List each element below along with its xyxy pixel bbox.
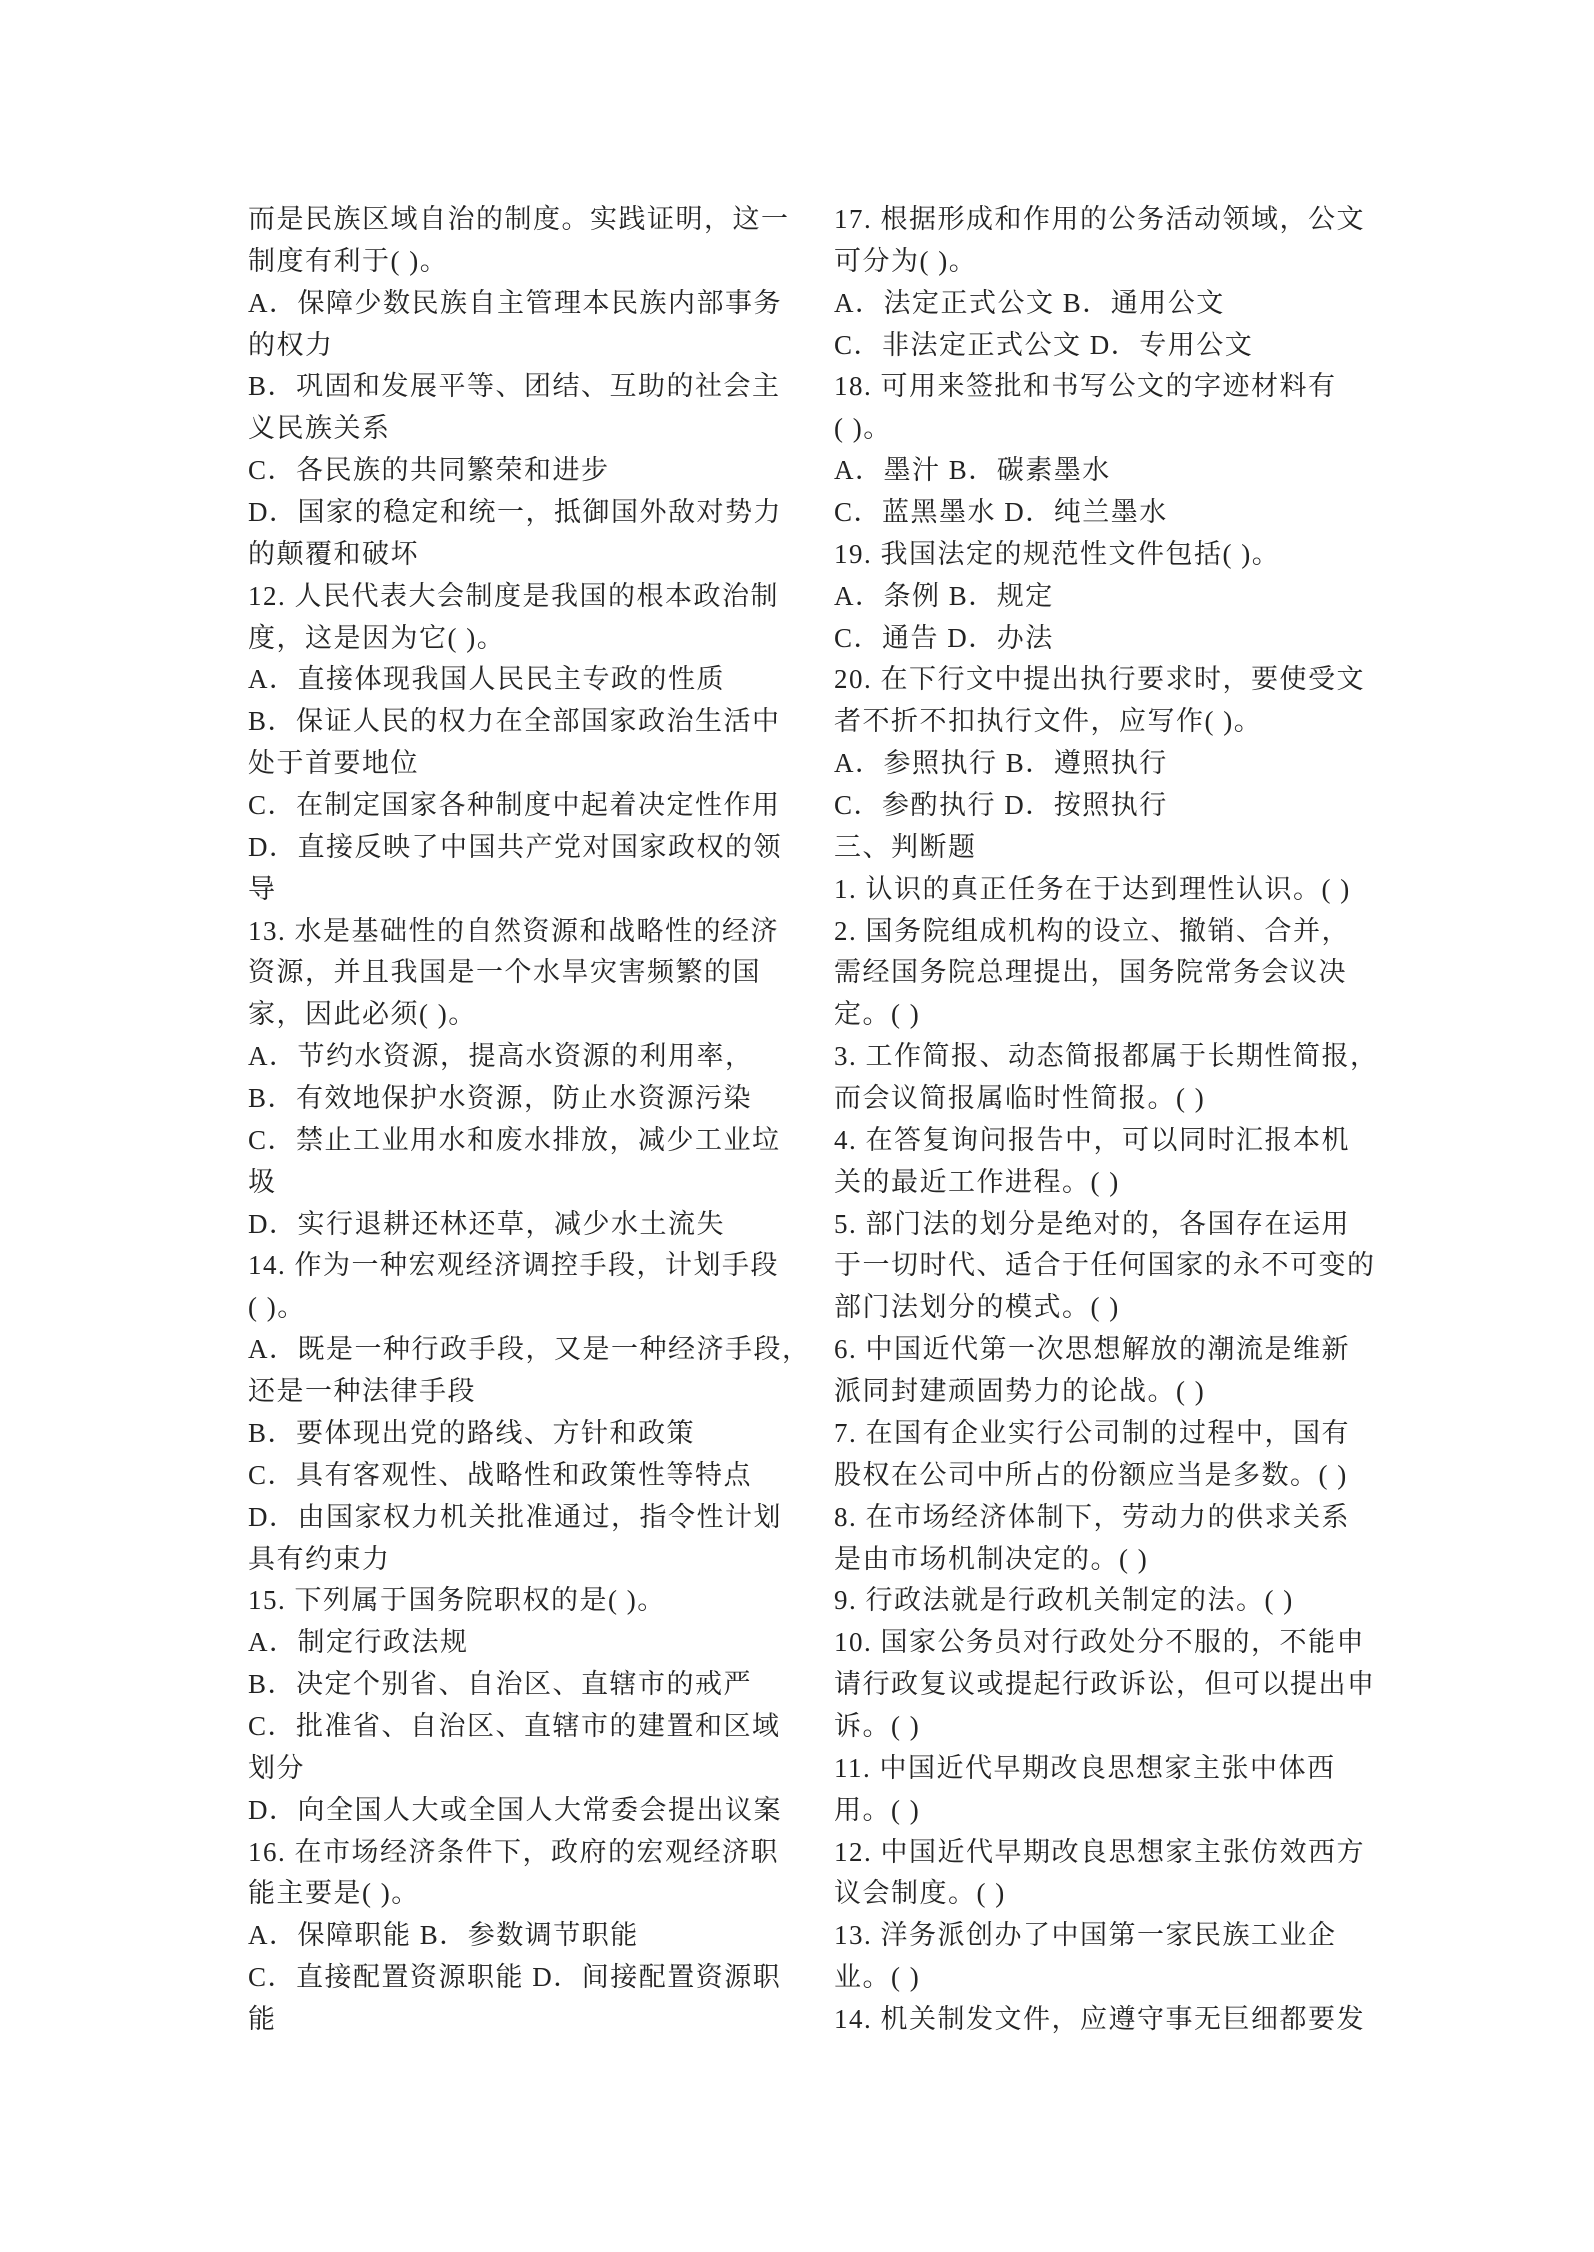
text-line: D．国家的稳定和统一，抵御国外敌对势力	[248, 497, 782, 528]
text-line: 可分为( )。	[834, 245, 978, 276]
text-line: 的颠覆和破坏	[248, 538, 419, 569]
text-line: B．巩固和发展平等、团结、互助的社会主	[248, 371, 781, 402]
text-line: 股权在公司中所占的份额应当是多数。( )	[834, 1459, 1348, 1490]
text-line: 而是民族区域自治的制度。实践证明，这一	[248, 204, 790, 234]
text-line: 能	[248, 2003, 277, 2034]
text-line: A．直接体现我国人民民主专政的性质	[248, 664, 725, 695]
text-line: 导	[248, 873, 277, 904]
text-line: C．各民族的共同繁荣和进步	[248, 455, 610, 486]
text-line: 议会制度。( )	[834, 1878, 1006, 1909]
text-line: 派同封建顽固势力的论战。( )	[834, 1376, 1206, 1407]
text-line: A．保障职能 B．参数调节职能	[248, 1920, 639, 1951]
text-line: A．既是一种行政手段，又是一种经济手段，	[248, 1334, 811, 1365]
text-line: A．墨汁 B．碳素墨水	[834, 455, 1111, 486]
text-line: 而会议简报属临时性简报。( )	[834, 1083, 1206, 1114]
text-line: C．批准省、自治区、直辖市的建置和区域	[248, 1710, 781, 1741]
text-line: 资源，并且我国是一个水旱灾害频繁的国	[248, 957, 761, 988]
text-line: 15. 下列属于国务院职权的是( )。	[248, 1585, 666, 1616]
right-text-column	[834, 199, 1379, 2041]
text-line: 10. 国家公务员对行政处分不服的，不能申	[834, 1627, 1365, 1658]
text-line: 12. 中国近代早期改良思想家主张仿效西方	[834, 1836, 1365, 1867]
text-line: A．节约水资源，提高水资源的利用率，	[248, 1041, 754, 1072]
text-line: A．法定正式公文 B．通用公文	[834, 287, 1225, 318]
text-line: 三、判断题	[834, 831, 977, 862]
text-line: 制度有利于( )。	[248, 245, 449, 276]
text-line: 9. 行政法就是行政机关制定的法。( )	[834, 1585, 1294, 1616]
text-line: 圾	[248, 1166, 277, 1197]
text-line: C．非法定正式公文 D．专用公文	[834, 329, 1254, 360]
text-line: 13. 水是基础性的自然资源和战略性的经济	[248, 915, 779, 946]
text-line: 部门法划分的模式。( )	[834, 1292, 1120, 1323]
text-line: 是由市场机制决定的。( )	[834, 1543, 1149, 1574]
text-line: 者不折不扣执行文件，应写作( )。	[834, 706, 1263, 737]
text-line: D．实行退耕还林还草，减少水土流失	[248, 1208, 725, 1239]
text-line: 13. 洋务派创办了中国第一家民族工业企	[834, 1920, 1337, 1951]
text-line: 14. 作为一种宏观经济调控手段，计划手段	[248, 1250, 779, 1281]
text-line: D．由国家权力机关批准通过，指令性计划	[248, 1501, 782, 1532]
text-line: 1. 认识的真正任务在于达到理性认识。( )	[834, 873, 1351, 904]
text-line: 12. 人民代表大会制度是我国的根本政治制	[248, 580, 779, 611]
text-line: A．参照执行 B．遵照执行	[834, 748, 1168, 779]
text-line: 能主要是( )。	[248, 1878, 420, 1909]
text-line: 11. 中国近代早期改良思想家主张中体西	[834, 1752, 1336, 1783]
text-line: 4. 在答复询问报告中，可以同时汇报本机	[834, 1124, 1350, 1155]
left-text-column	[248, 199, 811, 2041]
text-line: 家，因此必须( )。	[248, 999, 477, 1030]
text-line: 用。( )	[834, 1794, 921, 1825]
text-line: D．向全国人大或全国人大常委会提出议案	[248, 1794, 782, 1825]
text-line: C．具有客观性、战略性和政策性等特点	[248, 1459, 753, 1490]
text-line: 诉。( )	[834, 1710, 921, 1741]
text-line: 7. 在国有企业实行公司制的过程中，国有	[834, 1417, 1350, 1448]
text-line: C．通告 D．办法	[834, 622, 1054, 653]
text-line: D．直接反映了中国共产党对国家政权的领	[248, 831, 782, 862]
text-line: 20. 在下行文中提出执行要求时，要使受文	[834, 664, 1365, 695]
text-line: 具有约束力	[248, 1543, 391, 1574]
text-line: 6. 中国近代第一次思想解放的潮流是维新	[834, 1334, 1350, 1365]
text-line: 于一切时代、适合于任何国家的永不可变的	[834, 1250, 1376, 1281]
text-line: 17. 根据形成和作用的公务活动领域，公文	[834, 204, 1365, 234]
text-line: 8. 在市场经济体制下，劳动力的供求关系	[834, 1501, 1350, 1532]
text-line: 关的最近工作进程。( )	[834, 1166, 1120, 1197]
text-line: B．有效地保护水资源，防止水资源污染	[248, 1083, 753, 1114]
text-line: 度，这是因为它( )。	[248, 622, 506, 653]
text-line: 义民族关系	[248, 413, 391, 444]
text-line: 18. 可用来签批和书写公文的字迹材料有	[834, 371, 1337, 402]
text-line: 的权力	[248, 329, 334, 360]
text-line: 19. 我国法定的规范性文件包括( )。	[834, 538, 1281, 569]
text-line: 请行政复议或提起行政诉讼，但可以提出申	[834, 1669, 1376, 1700]
text-line: B．保证人民的权力在全部国家政治生活中	[248, 706, 781, 737]
text-line: 需经国务院总理提出，国务院常务会议决	[834, 957, 1347, 988]
text-line: C．参酌执行 D．按照执行	[834, 790, 1168, 821]
text-line: 2. 国务院组成机构的设立、撤销、合并，	[834, 915, 1350, 946]
text-line: B．要体现出党的路线、方针和政策	[248, 1417, 696, 1448]
text-line: C．直接配置资源职能 D．间接配置资源职	[248, 1962, 782, 1993]
text-line: 还是一种法律手段	[248, 1376, 476, 1407]
text-line: 定。( )	[834, 999, 921, 1030]
text-line: ( )。	[834, 413, 892, 444]
text-line: B．决定个别省、自治区、直辖市的戒严	[248, 1669, 753, 1700]
text-line: A．制定行政法规	[248, 1627, 469, 1658]
text-line: A．条例 B．规定	[834, 580, 1054, 611]
text-line: C．蓝黑墨水 D．纯兰墨水	[834, 497, 1168, 528]
text-line: 14. 机关制发文件，应遵守事无巨细都要发	[834, 2003, 1365, 2034]
text-line: 5. 部门法的划分是绝对的，各国存在运用	[834, 1208, 1350, 1239]
text-line: ( )。	[248, 1292, 306, 1323]
text-line: A．保障少数民族自主管理本民族内部事务	[248, 287, 782, 318]
text-line: 16. 在市场经济条件下，政府的宏观经济职	[248, 1836, 779, 1867]
text-line: 3. 工作简报、动态简报都属于长期性简报，	[834, 1041, 1379, 1072]
text-line: C．在制定国家各种制度中起着决定性作用	[248, 790, 781, 821]
text-line: 业。( )	[834, 1962, 921, 1993]
text-line: 处于首要地位	[248, 748, 419, 779]
text-line: 划分	[248, 1752, 305, 1783]
text-line: C．禁止工业用水和废水排放，减少工业垃	[248, 1124, 781, 1155]
